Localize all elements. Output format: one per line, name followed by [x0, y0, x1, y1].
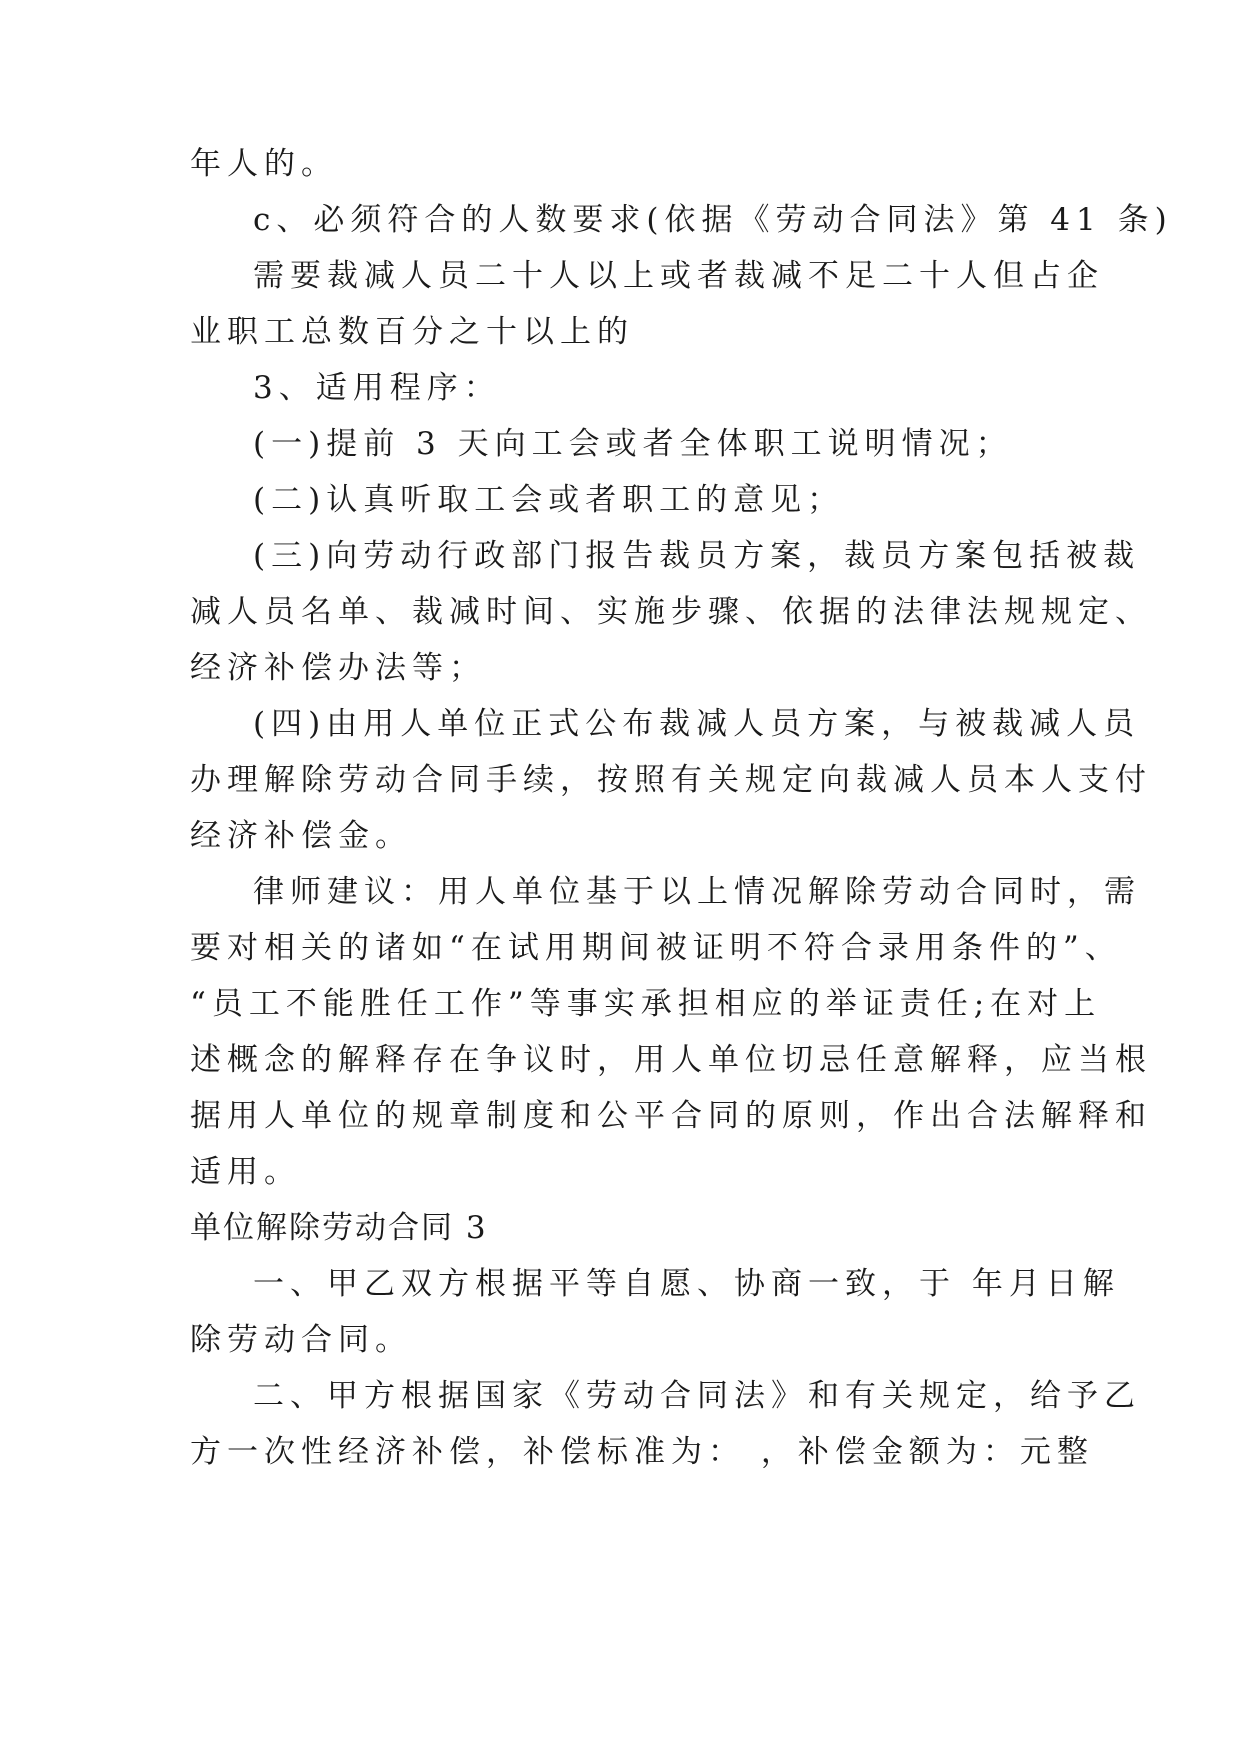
text-line: “员工不能胜任工作”等事实承担相应的举证责任;在对上	[190, 986, 1102, 1022]
text-line: 据用人单位的规章制度和公平合同的原则，作出合法解释和	[190, 1098, 1152, 1134]
text-line: 适用。	[190, 1154, 301, 1190]
text-line: 年人的。	[190, 146, 338, 182]
text-line: 经济补偿金。	[190, 818, 412, 854]
text-line: c、必须符合的人数要求(依据《劳动合同法》第 41 条)	[253, 202, 1173, 238]
text-line: 一、甲乙双方根据平等自愿、协商一致，于 年月日解	[253, 1266, 1120, 1302]
text-line: (二)认真听取工会或者职工的意见；	[253, 482, 845, 518]
text-line: 除劳动合同。	[190, 1322, 412, 1358]
text-line: 律师建议：用人单位基于以上情况解除劳动合同时，需	[253, 874, 1141, 910]
text-line: 3、适用程序：	[253, 370, 501, 406]
text-line: 方一次性经济补偿，补偿标准为： ，补偿金额为：元整	[190, 1434, 1094, 1470]
text-line: 业职工总数百分之十以上的	[190, 314, 634, 350]
text-line: 办理解除劳动合同手续，按照有关规定向裁减人员本人支付	[190, 762, 1152, 798]
text-line: (一)提前 3 天向工会或者全体职工说明情况；	[253, 426, 1013, 462]
text-line: 经济补偿办法等；	[190, 650, 486, 686]
text-line: 要对相关的诸如“在试用期间被证明不符合录用条件的”、	[190, 930, 1122, 966]
text-line: 减人员名单、裁减时间、实施步骤、依据的法律法规规定、	[190, 594, 1152, 630]
section-heading: 单位解除劳动合同 3	[190, 1210, 488, 1246]
text-line: (三)向劳动行政部门报告裁员方案，裁员方案包括被裁	[253, 538, 1141, 574]
text-line: 需要裁减人员二十人以上或者裁减不足二十人但占企	[253, 258, 1104, 294]
text-line: (四)由用人单位正式公布裁减人员方案，与被裁减人员	[253, 706, 1141, 742]
text-line: 二、甲方根据国家《劳动合同法》和有关规定，给予乙	[253, 1378, 1141, 1414]
text-line: 述概念的解释存在争议时，用人单位切忌任意解释，应当根	[190, 1042, 1152, 1078]
